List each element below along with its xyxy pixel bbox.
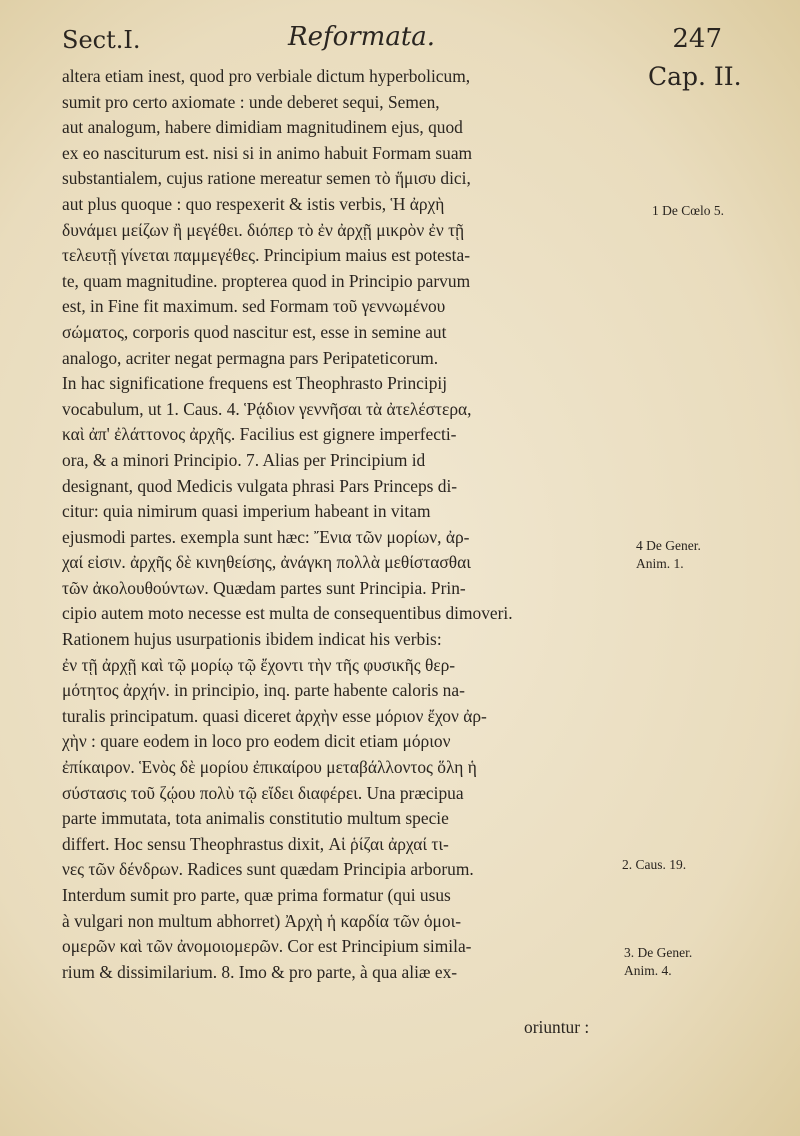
text-line: est, in Fine fit maximum. sed Formam τοῦ γεννωμένου bbox=[62, 296, 446, 317]
margin-note: 4 De Gener. Anim. 1. bbox=[636, 538, 701, 571]
text-line: νες τῶν δένδρων. Radices sunt quædam Principia arborum. bbox=[62, 859, 474, 880]
text-line: ejusmodi partes. exempla sunt hæc: Ἔνια τῶν μορίων, ἀρ- bbox=[62, 526, 470, 547]
text-line: καὶ ἀπ' ἐλάττονος ἀρχῆς. Facilius est gignere imperfecti- bbox=[62, 424, 457, 445]
text-line: te, quam magnitudine. propterea quod in Principio parvum bbox=[62, 270, 471, 291]
running-header bbox=[62, 22, 722, 62]
running-title: Reformata. bbox=[288, 22, 436, 52]
text-line: In hac significatione frequens est Theophrasto Principij bbox=[62, 373, 448, 394]
text-line: substantialem, cujus ratione mereatur semen τὸ ἥμισυ dici, bbox=[62, 168, 471, 189]
text-line: aut analogum, habere dimidiam magnitudinem ejus, quod bbox=[62, 117, 463, 138]
text-line: aut plus quoque : quo respexerit & istis verbis, Ἡ ἀρχὴ bbox=[62, 193, 445, 214]
text-line: ex eo nasciturum est. nisi si in animo habuit Formam suam bbox=[62, 142, 473, 163]
text-line: ομερῶν καὶ τῶν ἀνομοιομερῶν. Cor est Principium simila- bbox=[62, 936, 472, 957]
text-line: turalis principatum. quasi diceret ἀρχὴν esse μόριον ἔχον ἀρ- bbox=[62, 705, 487, 726]
section-label: Sect.I. bbox=[62, 26, 141, 54]
text-line: ἐν τῇ ἀρχῇ καὶ τῷ μορίῳ τῷ ἔχοντι τὴν τῆς φυσικῆς θερ- bbox=[62, 654, 456, 675]
margin-note: 3. De Gener. Anim. 4. bbox=[624, 945, 693, 978]
text-line: à vulgari non multum abhorret) Ἀρχὴ ἡ καρδία τῶν ὁμοι- bbox=[62, 910, 462, 931]
chapter-label: Cap. II. bbox=[648, 62, 742, 91]
text-line: citur: quia nimirum quasi imperium habeant in vitam bbox=[62, 501, 431, 522]
text-line: Interdum sumit pro parte, quæ prima formatur (qui usus bbox=[62, 885, 451, 905]
text-line: analogo, acriter negat permagna pars Peripateticorum. bbox=[62, 347, 439, 368]
text-line: cipio autem moto necesse est multa de consequentibus dimoveri. bbox=[62, 603, 513, 624]
text-line: χαί εἰσιν. ἀρχῆς δὲ κινηθείσης, ἀνάγκη πολλὰ μεθίστασθαι bbox=[62, 552, 471, 573]
body-text bbox=[62, 64, 640, 985]
text-line: ἐπίκαιρον. Ἑνὸς δὲ μορίου ἐπικαίρου μεταβάλλοντος ὅλη ἡ bbox=[62, 757, 477, 778]
text-line: vocabulum, ut 1. Caus. 4. Ῥᾴδιον γεννῆσαι τὰ ἀτελέστερα, bbox=[62, 398, 472, 419]
margin-note: 1 De Cœlo 5. bbox=[652, 203, 724, 218]
text-line: τῶν ἀκολουθούντων. Quædam partes sunt Principia. Prin- bbox=[62, 577, 466, 598]
text-line: altera etiam inest, quod pro verbiale dictum hyperbolicum, bbox=[62, 66, 471, 86]
text-line: rium & dissimilarium. 8. Imo & pro parte, à qua aliæ ex- bbox=[62, 961, 458, 982]
text-line: δυνάμει μείζων ἢ μεγέθει. διόπερ τὸ ἐν ἀρχῇ μικρὸν ἐν τῇ bbox=[62, 219, 465, 240]
text-line: σύστασις τοῦ ζῴου πολὺ τῷ εἴδει διαφέρει. Una præcipua bbox=[62, 782, 464, 803]
text-line: Rationem hujus usurpationis ibidem indicat his verbis: bbox=[62, 629, 442, 650]
text-line: sumit pro certo axiomate : unde deberet sequi, Semen, bbox=[62, 91, 440, 112]
text-line: ora, & a minori Principio. 7. Alias per Principium id bbox=[62, 449, 426, 470]
text-line: σώματος, corporis quod nascitur est, esse in semine aut bbox=[62, 321, 447, 342]
catchword: oriuntur : bbox=[524, 1017, 590, 1037]
text-line: χὴν : quare eodem in loco pro eodem dicit etiam μόριον bbox=[62, 731, 451, 752]
text-line: τελευτῇ γίνεται παμμεγέθες. Principium maius est potesta- bbox=[62, 245, 471, 266]
margin-note: 2. Caus. 19. bbox=[622, 857, 687, 872]
page-number: 247 bbox=[672, 24, 722, 54]
text-line: differt. Hoc sensu Theophrastus dixit, Αἱ ῥίζαι ἀρχαί τι- bbox=[62, 833, 449, 854]
text-line: parte immutata, tota animalis constitutio multum specie bbox=[62, 808, 449, 829]
text-line: designant, quod Medicis vulgata phrasi Pars Princeps di- bbox=[62, 475, 458, 496]
text-line: μότητος ἀρχήν. in principio, inq. parte habente caloris na- bbox=[62, 680, 465, 701]
